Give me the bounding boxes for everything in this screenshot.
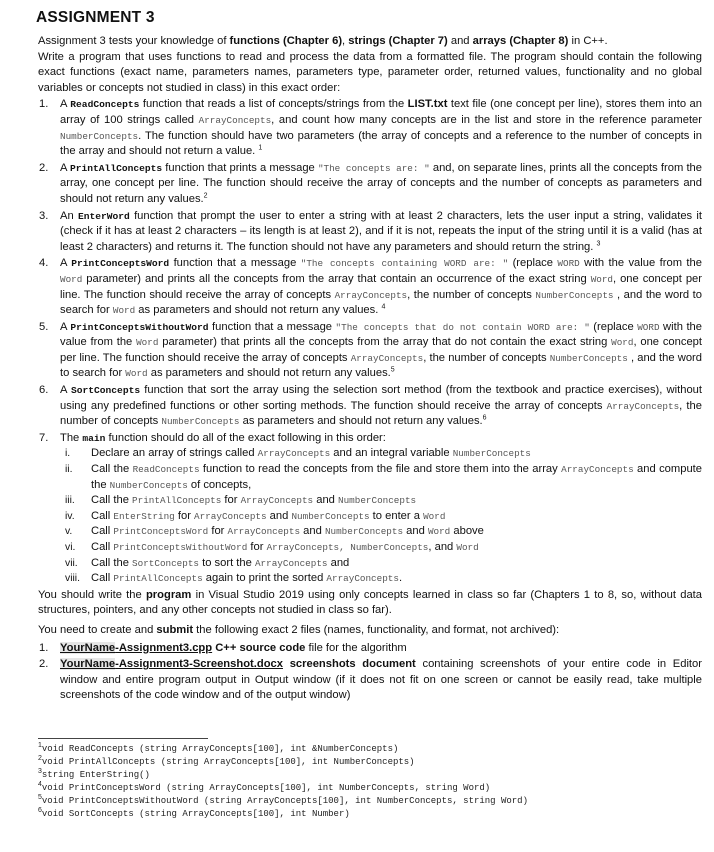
page-title: ASSIGNMENT 3 (36, 9, 155, 26)
footnote-separator (38, 738, 208, 739)
footnote-4: $^4$void PrintConceptsWord (string ArrayConcepts[100], int NumberConcepts, string Word) (38, 780, 491, 793)
file-item-docx: 2. YourName-Assignment3-Screenshot.docx screenshots document containing screenshots of your entire code in Editor window and entire program output in Output window (if it does not fit on one screen or cannot be easily read, take multiple screenshots of the code window and of the output window) (39, 658, 702, 702)
footnote-ref[interactable]: 6 (482, 414, 487, 422)
footnote-2: $^2$void PrintAllConcepts (string ArrayConcepts[100], int NumberConcepts) (38, 754, 415, 767)
main-step: vii. Call the SortConcepts to sort the ArrayConcepts and (65, 556, 350, 569)
footnote-ref[interactable]: 1 (258, 144, 263, 152)
list-item-printconceptswithoutword: 5. A PrintConceptsWithoutWord function that a message "The concepts that do not contain WORD are: " (replace WORD with the value from the Word parameter) that prints all the concepts from the array that do not contain the exact string Word, one concept per line. The function should receive the array of concepts ArrayConcepts, the number of concepts NumberConcepts , and the word to search for Word as parameters and should not return any values.$^5$ (39, 320, 703, 380)
list-item-readconcepts: 1. A ReadConcepts function that reads a list of concepts/strings from the LIST.txt text file (one concept per line), stores them into an array of 100 strings called ArrayConcepts, and count how many concepts are in the list and store in the reference parameter NumberConcepts. The function should have two parameters (the array of concepts and a reference to the number of concepts in the array and should not return a value. $^1$ (39, 98, 702, 158)
footnotes (38, 743, 702, 821)
footnote-ref[interactable]: 3 (596, 239, 601, 247)
main-step: iv. Call EnterString for ArrayConcepts and NumberConcepts to enter a Word (65, 509, 446, 522)
footnote-ref[interactable]: 5 (390, 366, 395, 374)
main-step: i. Declare an array of strings called ArrayConcepts and an integral variable NumberConcepts (65, 447, 531, 460)
footnote-1: $^1$void ReadConcepts (string ArrayConcepts[100], int &NumberConcepts) (38, 741, 399, 754)
instructions-paragraph: Write a program that uses functions to read and process the data from a formatted file. The program should contain the following exact functions (exact name, parameters names, parameters type, parameter order, returned values, functionality and no global variables or concepts not studied in class) in this exact order: (38, 50, 702, 94)
main-steps-list (60, 446, 702, 586)
footnote-5: $^5$void PrintConceptsWithoutWord (string ArrayConcepts[100], int NumberConcepts, string Word) (38, 793, 528, 806)
main-step: iii. Call the PrintAllConcepts for ArrayConcepts and NumberConcepts (65, 494, 417, 507)
footnote-ref[interactable]: 4 (381, 303, 386, 311)
footnote-6: $^6$void SortConcepts (string ArrayConcepts[100], int Number) (38, 806, 350, 819)
submission-paragraph: You need to create and submit the following exact 2 files (names, functionality, and format, not archived): (38, 623, 560, 636)
main-step: v. Call PrintConceptsWord for ArrayConcepts and NumberConcepts and Word above (65, 525, 484, 538)
footnote-3: $^3$string EnterString() (38, 767, 150, 780)
main-step: vi. Call PrintConceptsWithoutWord for ArrayConcepts, NumberConcepts, and Word (65, 541, 479, 553)
main-step: viii. Call PrintAllConcepts again to print the sorted ArrayConcepts. (65, 572, 403, 585)
list-item-enterword: 3. An EnterWord function that prompt the user to enter a string with at least 2 characters, lets the user input a string, validates it (check if it has at least 2 characters – its length is at least 2), and if it is not, repeats the input of the string until it is a valid (has at least 2 characters) and returns it. The function should not have any parameters and should return the string. $^3$ (39, 209, 703, 253)
list-item-main: 7. The main function should do all of the exact following in this order: i. Declare an array of strings called ArrayConcepts and an integral variable NumberConcepts ii. Call the ReadConcepts function to read the concepts from the file and store them into the array ArrayConcepts and compute the NumberConcepts of concepts, iii. Call the PrintAllConcepts for ArrayConcepts and NumberConcepts iv. Call EnterString for ArrayConcepts and NumberConcepts to enter a Word v. Call PrintConceptsWord for ArrayConcepts and NumberConcepts and Word above vi. Call PrintConceptsWithoutWord for ArrayConcepts, NumberConcepts, and Word vii. Call the SortConcepts to sort the ArrayConcepts and viii. Call PrintAllConcepts again to print the sorted ArrayConcepts. (38, 431, 702, 587)
list-item-printconceptsword: 4. A PrintConceptsWord function that a message "The concepts containing WORD are: " (replace WORD with the value from the Word parameter) and prints all the concepts from the array that contain an occurrence of the exact string Word, one concept per line. The function should receive the array of concepts ArrayConcepts, the number of concepts NumberConcepts , and the word to search for Word as parameters and should not return any values. $^4$ (39, 257, 703, 317)
footnote-ref[interactable]: 2 (203, 192, 208, 200)
closing-paragraph: You should write the program in Visual Studio 2019 using only concepts learned in class so far (Chapters 1 to 8, so, without data structures, pointers, and any other concepts not studied in class so far). (38, 588, 702, 617)
submission-files-list (38, 641, 702, 704)
function-list (38, 97, 702, 586)
main-step: ii. Call the ReadConcepts function to read the concepts from the file and store them into the array ArrayConcepts and compute the NumberConcepts of concepts, (65, 463, 702, 491)
list-item-sortconcepts: 6. A SortConcepts function that sort the array using the selection sort method (from the textbook and practice exercises), without using any predefined functions or other sorting methods. The function should receive the array of concepts ArrayConcepts, the number of concepts NumberConcepts as parameters and should not return any values.$^6$ (39, 384, 702, 428)
file-item-cpp: 1. YourName-Assignment3.cpp C++ source code file for the algorithm (39, 641, 407, 654)
list-item-printallconcepts: 2. A PrintAllConcepts function that prints a message "The concepts are: " and, on separate lines, prints all the concepts from the array, one concept per line. The function should receive the array of concepts and the number of concepts as parameters and should not return any values.$^2$ (39, 161, 702, 205)
intro-paragraph: Assignment 3 tests your knowledge of functions (Chapter 6), strings (Chapter 7) and arrays (Chapter 8) in C++. (38, 35, 608, 47)
